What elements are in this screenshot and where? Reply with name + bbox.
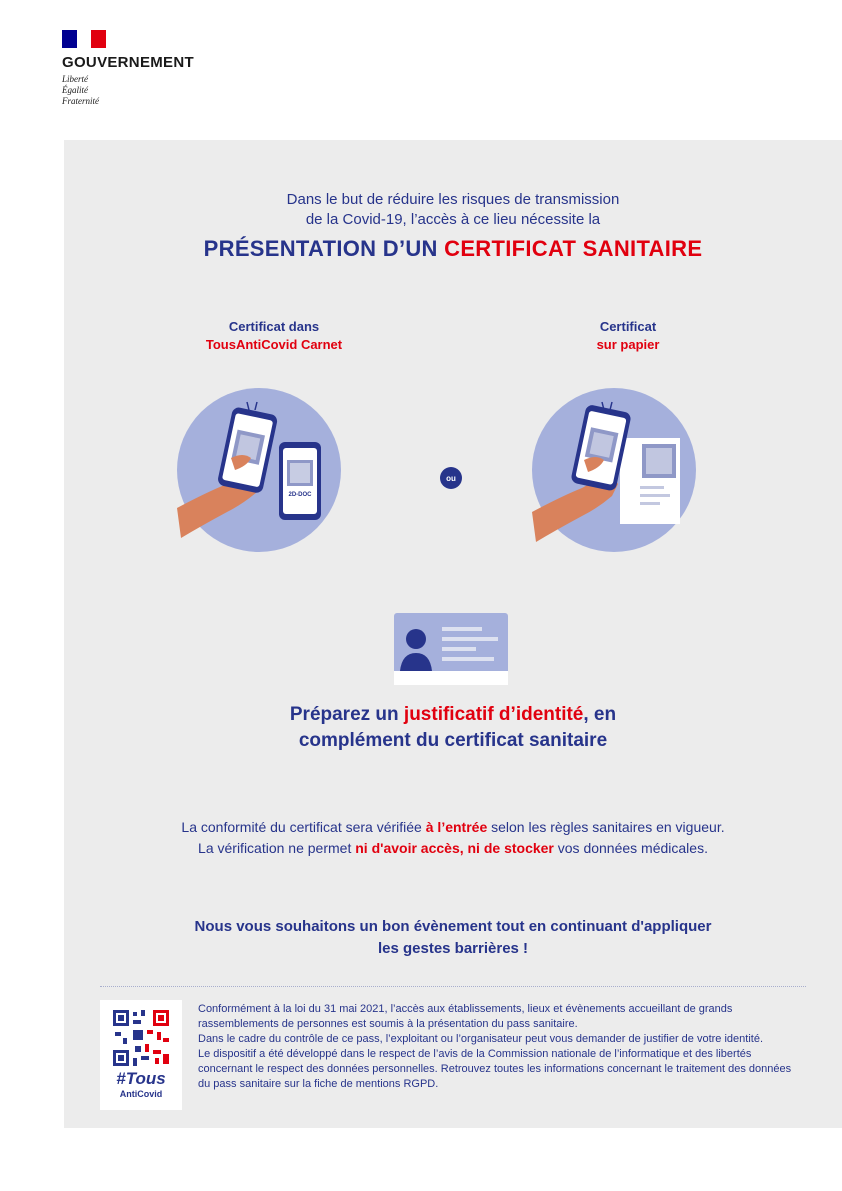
phone-tag-2d-doc: 2D-DOC (288, 492, 312, 498)
wish-line-1: Nous vous souhaitons un bon évènement tout en continuant d'appliquer (194, 918, 712, 935)
tousanticovid-qr (100, 1000, 182, 1110)
verif-l2a: La vérification ne permet (198, 840, 356, 856)
headline-part-2: CERTIFICAT SANITAIRE (444, 236, 703, 261)
phone-to-phone-illustration (177, 388, 341, 552)
intro-line-1: Dans le but de réduire les risques de transmission (286, 191, 620, 208)
legal-p1: Conformément à la loi du 31 mai 2021, l’accès aux établissements, lieux et évènements accueillant de grands rassemblements de personnes est soumis à la présentation du pass sanitaire. (198, 1003, 733, 1030)
motto-fraternite: Fraternité (62, 96, 99, 106)
government-logo (62, 30, 194, 107)
option-app-line-2: TousAntiCovid Carnet (205, 337, 343, 352)
verif-l2b: ni d'avoir accès, ni de stocker (355, 840, 554, 856)
option-paper-line-2: sur papier (596, 337, 660, 352)
legal-p3: Le dispositif a été développé dans le respect de l’avis de la Commission nationale de l’informatique et des libertés concernant le respect des données personnelles. Retrouvez toutes les informations concernant le traitement des données du pass sanitaire sur la fiche de mentions RGPD. (198, 1048, 792, 1090)
french-flag-icon (62, 30, 106, 48)
motto-liberte: Liberté (62, 74, 88, 84)
verif-l1b: à l’entrée (425, 819, 488, 835)
wish-text (64, 916, 842, 960)
wish-line-2: les gestes barrières ! (377, 940, 529, 957)
legal-text (198, 1002, 798, 1092)
identity-t1: Préparez un (289, 704, 404, 725)
qr-code-icon (111, 1008, 171, 1068)
headline-part-1: PRÉSENTATION D’UN (203, 236, 445, 261)
or-separator: ou (440, 467, 462, 489)
verif-l1a: La conformité du certificat sera vérifiée (181, 819, 426, 835)
identity-t3: , en (583, 704, 617, 725)
headline (64, 236, 842, 262)
verification-text (64, 817, 842, 859)
option-app-label (164, 318, 384, 354)
gov-name: GOUVERNEMENT (62, 54, 194, 71)
legal-p2: Dans le cadre du contrôle de ce pass, l’exploitant ou l’organisateur peut vous demander de justifier de votre identité. (198, 1033, 764, 1045)
phone-to-paper-illustration (532, 388, 696, 552)
verification-line-2 (64, 838, 842, 859)
verif-l1c: selon les règles sanitaires en vigueur. (487, 819, 725, 835)
motto-egalite: Égalité (62, 85, 88, 95)
gov-motto (62, 74, 194, 107)
identity-line-1 (64, 702, 842, 728)
option-paper-label (518, 318, 738, 354)
main-panel (64, 140, 842, 1128)
identity-t2: justificatif d’identité (403, 704, 584, 725)
dotted-divider (100, 986, 806, 987)
verification-line-1 (64, 817, 842, 838)
qr-tag-2: AntiCovid (119, 1089, 163, 1099)
option-paper-line-1: Certificat (599, 319, 657, 334)
intro-line-2: de la Covid-19, l’accès à ce lieu nécessite la (305, 211, 601, 228)
option-app-line-1: Certificat dans (228, 319, 320, 334)
identity-line-2: complément du certificat sanitaire (298, 730, 608, 751)
identity-title (64, 702, 842, 754)
intro-text (64, 190, 842, 230)
qr-tag: #Tous (116, 1069, 166, 1088)
verif-l2c: vos données médicales. (553, 840, 708, 856)
id-card-icon (394, 613, 508, 685)
